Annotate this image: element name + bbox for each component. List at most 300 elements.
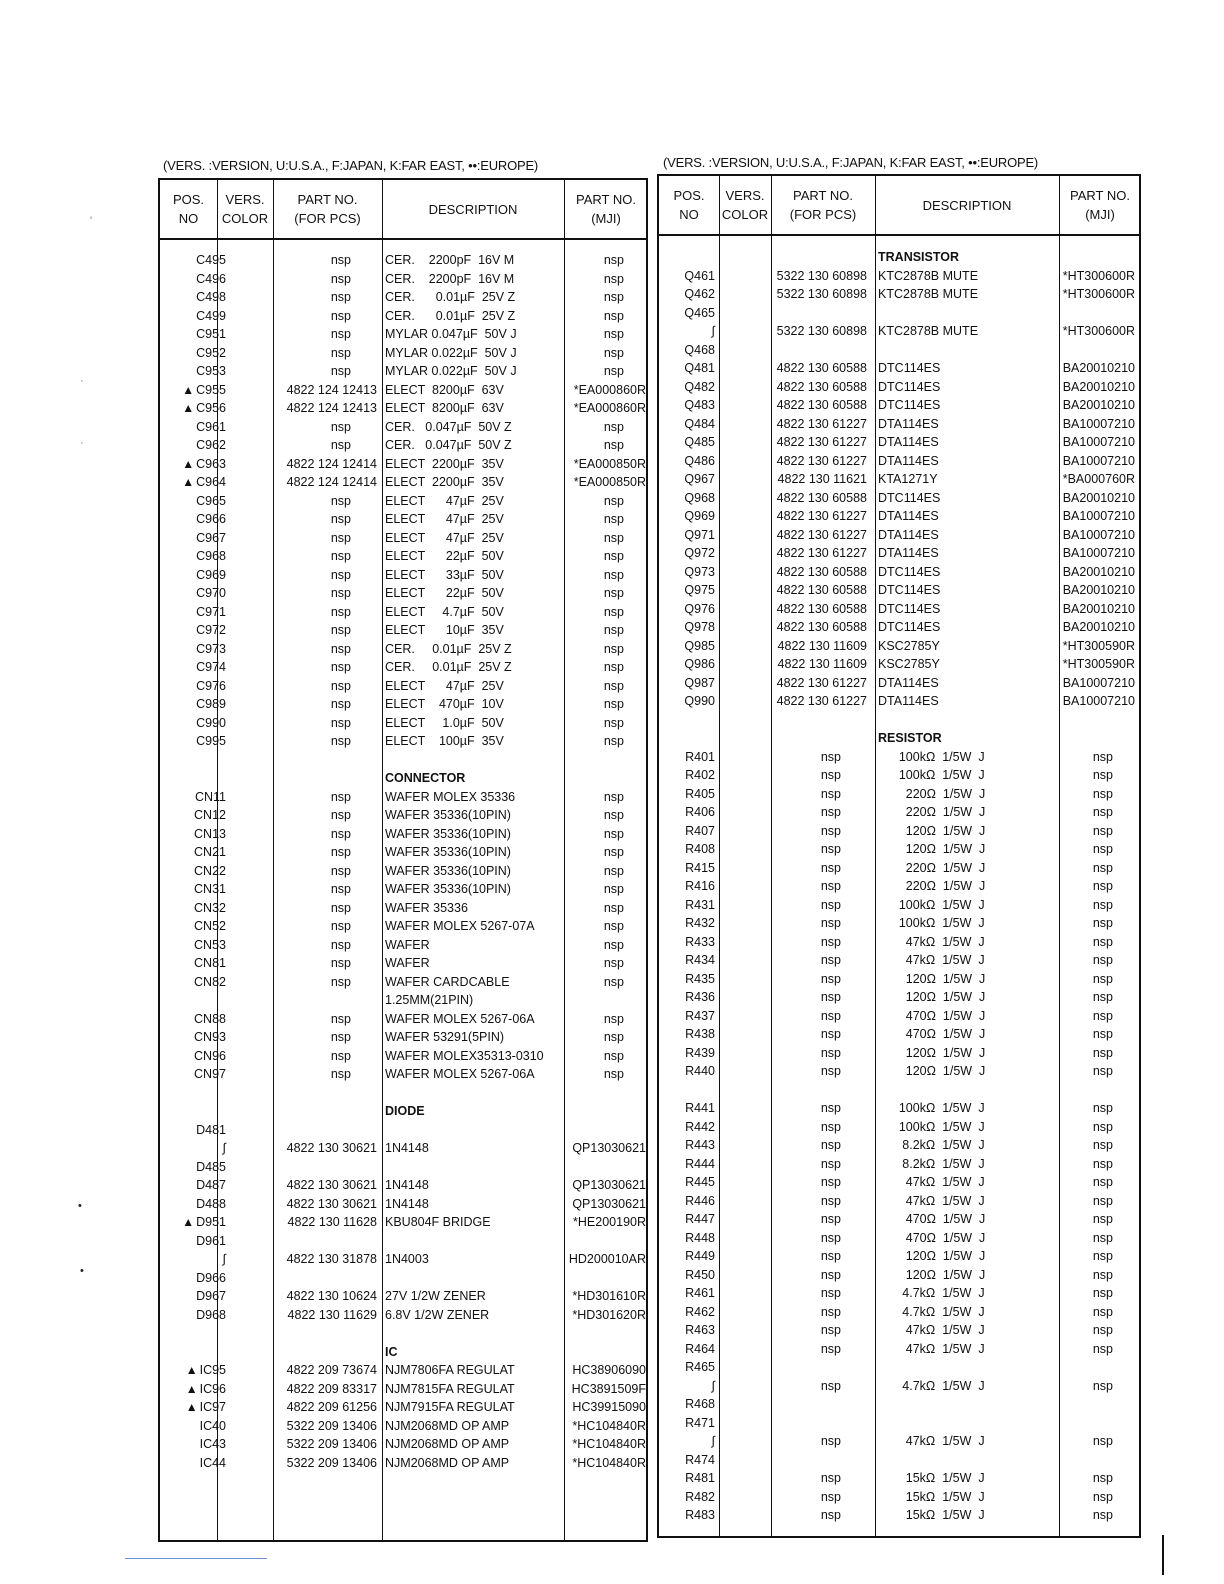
part-no-pcs-cell: 4822 130 11621 xyxy=(777,472,867,486)
table-row xyxy=(160,288,646,307)
pos-no-cell xyxy=(160,788,226,807)
part-no-pcs-cell: 4822 130 30621 xyxy=(286,1196,377,1211)
section-heading: CONNECTOR xyxy=(385,771,466,785)
part-no-pcs-cell: 5322 130 60898 xyxy=(776,287,867,301)
pos-no-text: CN96 xyxy=(194,1048,226,1063)
pos-no-cell xyxy=(160,640,226,659)
table-row xyxy=(160,1435,646,1454)
part-no-pcs-cell: nsp xyxy=(820,916,841,930)
description-cell: 100kΩ 1/5W J xyxy=(878,897,985,912)
pos-no-text: D968 xyxy=(196,1307,226,1322)
pos-no-cell xyxy=(160,603,226,622)
pos-no-text: R402 xyxy=(685,768,715,782)
part-no-mji-cell: nsp xyxy=(1092,823,1113,838)
part-no-mji-cell: nsp xyxy=(1092,1378,1113,1393)
description-cell: KTC2878B MUTE xyxy=(878,287,979,301)
pos-no-text: C961 xyxy=(196,419,226,434)
pos-no-cell xyxy=(659,396,715,415)
pos-no-cell xyxy=(160,1435,226,1454)
part-no-pcs-cell: nsp xyxy=(820,1341,841,1356)
part-no-pcs-cell: nsp xyxy=(330,1030,351,1044)
description-cell: CER. 2200pF 16V M xyxy=(385,271,515,286)
table-row xyxy=(160,658,646,677)
description-cell: WAFER xyxy=(385,937,430,952)
description-cell: 220Ω 1/5W J xyxy=(878,805,986,819)
pos-no-text: CN32 xyxy=(194,900,226,915)
pos-no-text: CN12 xyxy=(194,808,226,822)
pos-no-text: C965 xyxy=(196,493,226,508)
pos-no-text: C974 xyxy=(196,660,226,674)
part-no-pcs-cell: nsp xyxy=(330,253,351,267)
part-no-pcs-cell: nsp xyxy=(330,567,351,582)
pos-no-cell xyxy=(160,917,226,936)
part-no-mji-cell: *EA000860R xyxy=(573,401,646,415)
pos-no-text: Q461 xyxy=(684,268,715,283)
pos-no-cell xyxy=(659,822,715,841)
description-cell: 8.2kΩ 1/5W J xyxy=(878,1156,985,1171)
table-row xyxy=(659,1062,1139,1081)
part-no-mji-cell: *BA000760R xyxy=(1062,472,1135,486)
table-row xyxy=(659,785,1139,804)
table-row xyxy=(160,621,646,640)
part-no-mji-cell: nsp xyxy=(603,308,624,323)
pos-no-cell xyxy=(160,1361,226,1380)
part-no-mji-cell: HC3891509F xyxy=(571,1381,646,1396)
part-no-mji-cell: nsp xyxy=(1092,1156,1113,1171)
pos-no-cell xyxy=(160,732,226,751)
pos-no-cell xyxy=(659,637,715,656)
header-part-no-pcs xyxy=(273,180,382,238)
header-vers-line2: COLOR xyxy=(721,207,769,222)
part-no-mji-cell: nsp xyxy=(1092,1045,1113,1060)
description-cell: KSC2785Y xyxy=(878,638,940,653)
part-no-pcs-cell: nsp xyxy=(820,1230,841,1245)
pos-no-cell xyxy=(659,1414,715,1433)
pos-no-text: R416 xyxy=(685,879,715,893)
description-cell: ELECT 4.7µF 50V xyxy=(385,604,504,619)
pos-no-cell xyxy=(659,1136,715,1155)
part-no-pcs-cell: nsp xyxy=(820,1193,841,1208)
description-cell: ELECT 47µF 25V xyxy=(385,512,504,526)
pos-no-text: R438 xyxy=(685,1027,715,1041)
part-no-mji-cell: *HC104840R xyxy=(572,1418,646,1433)
table-row xyxy=(160,1047,646,1066)
table-row xyxy=(659,1081,1139,1100)
pos-no-text: Q481 xyxy=(684,361,715,375)
pos-no-text: Q978 xyxy=(684,620,715,634)
pos-no-text: D481 xyxy=(196,1122,226,1137)
pos-no-text: R448 xyxy=(685,1230,715,1245)
pos-no-text: C498 xyxy=(196,290,226,304)
part-no-pcs-cell: 4822 209 73674 xyxy=(286,1363,377,1377)
description-cell: WAFER 35336(10PIN) xyxy=(385,826,511,841)
pos-no-text: CN13 xyxy=(194,826,226,841)
pos-no-text: C969 xyxy=(196,567,226,582)
part-no-mji-cell: *HT300590R xyxy=(1062,657,1135,671)
description-cell: DTC114ES xyxy=(878,361,941,375)
part-no-pcs-cell: nsp xyxy=(330,549,351,563)
pos-no-cell xyxy=(160,1250,226,1269)
part-no-pcs-cell: 4822 130 61227 xyxy=(776,527,867,542)
part-no-mji-cell: nsp xyxy=(603,364,624,378)
pos-no-text: R433 xyxy=(685,934,715,949)
part-no-pcs-cell: 4822 130 61227 xyxy=(776,435,867,449)
part-no-mji-cell: BA20010210 xyxy=(1062,398,1135,412)
description-cell: 470Ω 1/5W J xyxy=(878,1027,986,1041)
description-cell: DTA114ES xyxy=(878,509,939,523)
description-cell: MYLAR 0.022µF 50V J xyxy=(385,345,517,360)
header-part-no-mji xyxy=(1059,176,1141,234)
part-no-pcs-cell: 4822 130 60588 xyxy=(776,490,867,505)
part-no-pcs-cell: 4822 130 10624 xyxy=(286,1289,377,1303)
pos-no-text: R461 xyxy=(685,1286,715,1300)
description-cell: MYLAR 0.022µF 50V J xyxy=(385,364,517,378)
table-row xyxy=(160,1139,646,1158)
table-row xyxy=(659,1192,1139,1211)
part-no-mji-cell: BA10007210 xyxy=(1062,694,1135,708)
part-no-pcs-cell: 4822 130 60588 xyxy=(776,601,867,616)
part-no-mji-cell: nsp xyxy=(1092,1471,1113,1485)
part-no-mji-cell: QP13030621 xyxy=(572,1178,646,1192)
pos-no-cell xyxy=(659,526,715,545)
pos-no-cell xyxy=(659,970,715,989)
description-cell: ELECT 47µF 25V xyxy=(385,678,504,693)
underline-mark xyxy=(125,1558,267,1559)
part-no-mji-cell: nsp xyxy=(1092,1101,1113,1115)
part-no-pcs-cell: nsp xyxy=(330,271,351,286)
pos-no-cell xyxy=(160,677,226,696)
table-row xyxy=(160,473,646,492)
part-no-mji-cell: BA10007210 xyxy=(1062,453,1135,468)
table-row xyxy=(659,970,1139,989)
table-row xyxy=(160,991,646,1010)
part-no-mji-cell: BA10007210 xyxy=(1062,675,1135,690)
pos-no-cell xyxy=(659,581,715,600)
description-cell: DTA114ES xyxy=(878,675,939,690)
description-cell: 120Ω 1/5W J xyxy=(878,842,986,856)
pos-no-cell xyxy=(160,566,226,585)
part-no-mji-cell: nsp xyxy=(603,438,624,452)
part-no-pcs-cell: nsp xyxy=(330,290,351,304)
part-no-pcs-cell: 5322 130 60898 xyxy=(776,324,867,338)
table-row xyxy=(659,1506,1139,1525)
part-no-pcs-cell: 4822 130 11629 xyxy=(287,1307,377,1322)
pos-no-text: CN97 xyxy=(194,1067,226,1081)
part-no-mji-cell: BA20010210 xyxy=(1062,601,1135,616)
part-no-mji-cell: *HT300600R xyxy=(1062,324,1135,338)
table-row xyxy=(160,954,646,973)
table-row xyxy=(659,1284,1139,1303)
pos-no-text: R446 xyxy=(685,1193,715,1208)
table-row xyxy=(160,825,646,844)
part-no-pcs-cell: 4822 130 60588 xyxy=(776,379,867,394)
part-no-pcs-cell: 4822 124 12413 xyxy=(286,401,377,415)
part-no-pcs-cell: nsp xyxy=(820,1267,841,1282)
pos-no-text: C952 xyxy=(196,345,226,360)
table-row xyxy=(160,1028,646,1047)
part-no-mji-cell: nsp xyxy=(1092,768,1113,782)
part-no-mji-cell: nsp xyxy=(1092,897,1113,912)
part-no-pcs-cell: 4822 130 60588 xyxy=(776,583,867,597)
description-cell: NJM2068MD OP AMP xyxy=(385,1418,510,1433)
table-row xyxy=(659,563,1139,582)
part-no-pcs-cell: nsp xyxy=(330,308,351,323)
table-row xyxy=(659,600,1139,619)
part-no-pcs-cell: nsp xyxy=(820,953,841,967)
table-row xyxy=(659,933,1139,952)
part-no-mji-cell: QP13030621 xyxy=(572,1196,646,1211)
description-cell: 47kΩ 1/5W J xyxy=(878,1175,985,1189)
part-no-pcs-cell: nsp xyxy=(820,1323,841,1337)
description-cell: ELECT 2200µF 35V xyxy=(385,475,504,489)
part-no-pcs-cell: 5322 209 13406 xyxy=(286,1455,377,1470)
part-no-mji-cell: nsp xyxy=(603,715,624,730)
pos-no-cell xyxy=(659,433,715,452)
table-row xyxy=(659,285,1139,304)
description-cell: DTC114ES xyxy=(878,379,941,394)
pos-no-cell xyxy=(659,1395,715,1414)
pos-no-cell xyxy=(160,584,226,603)
scan-speck: ' xyxy=(90,215,93,227)
part-no-pcs-cell: nsp xyxy=(820,934,841,949)
part-no-pcs-cell: 4822 209 61256 xyxy=(286,1400,377,1414)
description-cell: WAFER 35336(10PIN) xyxy=(385,882,511,896)
table-row xyxy=(659,359,1139,378)
part-no-pcs-cell: nsp xyxy=(820,1434,841,1448)
scan-speck: • xyxy=(80,1265,84,1277)
part-no-pcs-cell: nsp xyxy=(330,1048,351,1063)
safety-warning-icon: ▲ xyxy=(182,382,195,397)
part-no-pcs-cell: nsp xyxy=(330,789,351,804)
table-row xyxy=(659,655,1139,674)
pos-no-cell xyxy=(659,1062,715,1081)
table-row xyxy=(160,1176,646,1195)
table-row xyxy=(659,1136,1139,1155)
table-row xyxy=(659,1025,1139,1044)
pos-no-cell xyxy=(659,563,715,582)
part-no-mji-cell: nsp xyxy=(1092,916,1113,930)
part-no-pcs-cell: nsp xyxy=(820,1175,841,1189)
pos-no-cell xyxy=(160,1380,226,1399)
pos-no-cell xyxy=(659,1451,715,1470)
part-no-mji-cell: BA20010210 xyxy=(1062,379,1135,394)
part-no-mji-cell: nsp xyxy=(603,1030,624,1044)
pos-no-text: R447 xyxy=(685,1212,715,1226)
description-cell: ELECT 33µF 50V xyxy=(385,567,504,582)
header-vers xyxy=(217,180,273,238)
table-row xyxy=(160,1417,646,1436)
header-pn-line1: PART NO. xyxy=(297,192,358,207)
part-no-pcs-cell: 4822 130 60588 xyxy=(776,398,867,412)
header-description xyxy=(875,176,1059,234)
description-cell: 120Ω 1/5W J xyxy=(878,1045,986,1060)
description-cell: WAFER xyxy=(385,956,430,970)
part-no-pcs-cell: nsp xyxy=(820,1101,841,1115)
table-row xyxy=(160,1361,646,1380)
part-no-pcs-cell: nsp xyxy=(330,678,351,693)
part-no-pcs-cell: 4822 130 30621 xyxy=(286,1141,377,1155)
pos-no-cell xyxy=(160,455,226,474)
part-no-pcs-cell: nsp xyxy=(330,586,351,600)
part-no-mji-cell: nsp xyxy=(603,271,624,286)
table-row xyxy=(160,510,646,529)
page-edge-mark xyxy=(1162,1535,1164,1575)
part-no-pcs-cell: 4822 130 31878 xyxy=(286,1252,377,1266)
pos-no-text: Q465 xyxy=(684,305,715,320)
description-cell: 4.7kΩ 1/5W J xyxy=(878,1286,985,1300)
pos-no-cell xyxy=(659,1469,715,1488)
description-cell: 1N4148 xyxy=(385,1178,429,1192)
table-row xyxy=(659,748,1139,767)
part-no-pcs-cell: nsp xyxy=(330,604,351,619)
pos-no-text: R435 xyxy=(685,971,715,986)
description-cell: 220Ω 1/5W J xyxy=(878,786,986,801)
table-row xyxy=(160,843,646,862)
part-no-pcs-cell: 4822 130 11628 xyxy=(287,1215,377,1229)
pos-no-cell xyxy=(160,1232,226,1251)
part-no-mji-cell: nsp xyxy=(603,419,624,434)
pos-no-cell xyxy=(160,1213,226,1232)
part-no-mji-cell: nsp xyxy=(1092,1119,1113,1134)
part-no-pcs-cell: nsp xyxy=(820,823,841,838)
table-row xyxy=(659,507,1139,526)
part-no-pcs-cell: nsp xyxy=(820,786,841,801)
pos-no-text: R474 xyxy=(685,1452,715,1467)
description-cell: 120Ω 1/5W J xyxy=(878,971,986,986)
safety-warning-icon: ▲ xyxy=(185,1381,198,1396)
part-no-mji-cell: BA20010210 xyxy=(1062,361,1135,375)
header-desc-text: DESCRIPTION xyxy=(428,201,518,217)
part-no-mji-cell: nsp xyxy=(603,530,624,545)
pos-no-text: IC97 xyxy=(199,1400,226,1414)
table-row xyxy=(160,455,646,474)
pos-no-cell xyxy=(659,1321,715,1340)
part-no-pcs-cell: nsp xyxy=(820,990,841,1004)
pos-no-cell xyxy=(160,862,226,881)
description-cell: 220Ω 1/5W J xyxy=(878,860,986,875)
pos-no-cell xyxy=(160,381,226,400)
pos-no-cell xyxy=(659,914,715,933)
part-no-mji-cell: nsp xyxy=(1092,1027,1113,1041)
header-vers-line2: COLOR xyxy=(221,211,269,226)
pos-no-cell xyxy=(160,936,226,955)
pos-no-cell xyxy=(659,1432,715,1451)
pos-no-text: Q985 xyxy=(684,638,715,653)
section-heading: TRANSISTOR xyxy=(878,250,960,264)
table-row xyxy=(160,1195,646,1214)
table-row xyxy=(160,862,646,881)
table-row xyxy=(659,1303,1139,1322)
table-row xyxy=(659,692,1139,711)
part-no-pcs-cell: nsp xyxy=(330,697,351,711)
table-row xyxy=(659,766,1139,785)
part-no-mji-cell: nsp xyxy=(1092,1286,1113,1300)
pos-no-text: ∫ xyxy=(711,324,715,338)
pos-no-cell xyxy=(659,1340,715,1359)
table-row xyxy=(659,1469,1139,1488)
table-row xyxy=(659,1007,1139,1026)
pos-no-cell xyxy=(659,1044,715,1063)
part-no-mji-cell: BA10007210 xyxy=(1062,416,1135,431)
part-no-mji-cell: nsp xyxy=(1092,1212,1113,1226)
part-no-mji-cell: nsp xyxy=(1092,1267,1113,1282)
pos-no-text: CN31 xyxy=(194,882,226,896)
table-row xyxy=(160,695,646,714)
part-no-mji-cell: nsp xyxy=(1092,990,1113,1004)
pos-no-text: R441 xyxy=(685,1101,715,1115)
table-row xyxy=(659,840,1139,859)
pos-no-cell xyxy=(160,1287,226,1306)
table-row xyxy=(160,603,646,622)
table-row xyxy=(659,914,1139,933)
pos-no-text: Q971 xyxy=(684,527,715,542)
part-no-pcs-cell: 4822 130 30621 xyxy=(286,1178,377,1192)
description-cell: 4.7kΩ 1/5W J xyxy=(878,1304,985,1319)
parts-table-left xyxy=(158,178,648,1542)
description-cell: 47kΩ 1/5W J xyxy=(878,1434,985,1448)
pos-no-text: CN11 xyxy=(194,789,226,804)
header-vers-line1: VERS. xyxy=(225,192,265,207)
safety-warning-icon: ▲ xyxy=(185,1363,198,1377)
part-no-mji-cell: BA10007210 xyxy=(1062,435,1135,449)
pos-no-text: IC40 xyxy=(199,1418,226,1433)
part-no-mji-cell: nsp xyxy=(603,1048,624,1063)
table-row xyxy=(659,1414,1139,1433)
pos-no-cell xyxy=(160,695,226,714)
part-no-pcs-cell: nsp xyxy=(820,768,841,782)
table-row xyxy=(160,677,646,696)
description-cell: WAFER MOLEX 5267-07A xyxy=(385,919,535,933)
part-no-pcs-cell: nsp xyxy=(820,1286,841,1300)
part-no-mji-cell: nsp xyxy=(603,604,624,619)
part-no-pcs-cell: nsp xyxy=(820,1304,841,1319)
table-row xyxy=(160,917,646,936)
part-no-mji-cell: nsp xyxy=(603,1067,624,1081)
pos-no-cell xyxy=(160,362,226,381)
pos-no-text: C956 xyxy=(196,401,226,415)
part-no-mji-cell: nsp xyxy=(603,290,624,304)
table-row xyxy=(160,307,646,326)
part-no-mji-cell: nsp xyxy=(603,512,624,526)
table-row xyxy=(659,1229,1139,1248)
table-row xyxy=(160,1343,646,1362)
description-cell: ELECT 8200µF 63V xyxy=(385,401,504,415)
pos-no-text: R408 xyxy=(685,842,715,856)
pos-no-cell xyxy=(659,877,715,896)
table-row xyxy=(160,1158,646,1177)
table-row xyxy=(659,822,1139,841)
part-no-mji-cell: nsp xyxy=(1092,1230,1113,1245)
table-row xyxy=(659,729,1139,748)
pos-no-text: CN22 xyxy=(194,863,226,878)
pos-no-text: C953 xyxy=(196,364,226,378)
pos-no-cell xyxy=(160,436,226,455)
pos-no-text: R443 xyxy=(685,1138,715,1152)
part-no-mji-cell: nsp xyxy=(603,623,624,637)
part-no-pcs-cell: nsp xyxy=(330,327,351,341)
pos-no-text: D488 xyxy=(196,1196,226,1211)
part-no-mji-cell: nsp xyxy=(1092,1249,1113,1263)
pos-no-cell xyxy=(160,1398,226,1417)
part-no-mji-cell: BA20010210 xyxy=(1062,620,1135,634)
part-no-mji-cell: QP13030621 xyxy=(572,1141,646,1155)
table-row xyxy=(659,711,1139,730)
table-row xyxy=(659,470,1139,489)
part-no-mji-cell: nsp xyxy=(1092,971,1113,986)
part-no-pcs-cell: nsp xyxy=(820,1138,841,1152)
description-cell: ELECT 22µF 50V xyxy=(385,549,504,563)
part-no-mji-cell: BA20010210 xyxy=(1062,490,1135,505)
